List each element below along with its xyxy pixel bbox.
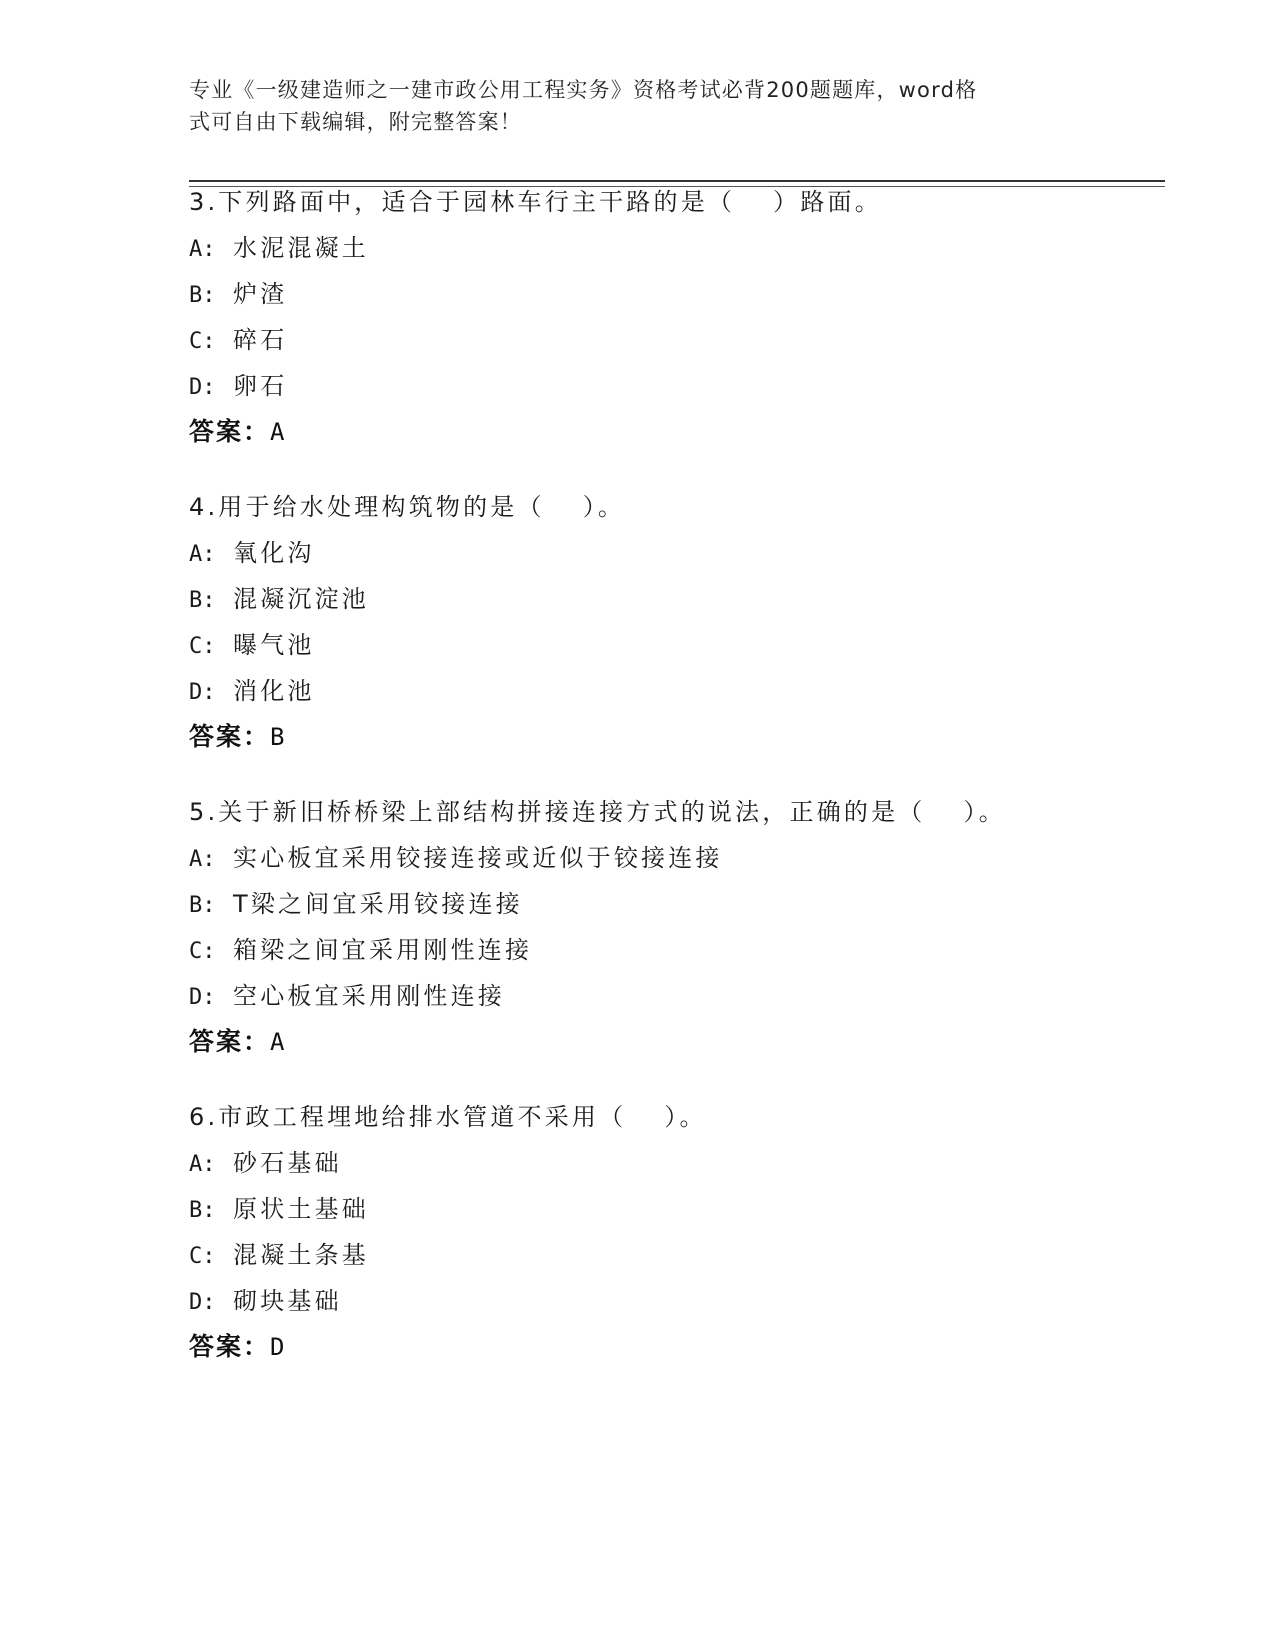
option-text: 曝气池 — [233, 631, 315, 659]
question-stem: 5.关于新旧桥桥梁上部结构拼接连接方式的说法，正确的是（ ）。 — [189, 798, 1006, 826]
option-key: B: — [189, 588, 216, 613]
option-text: 水泥混凝土 — [233, 234, 369, 262]
option-key: D: — [189, 1290, 216, 1315]
header-line-2: 式可自由下载编辑，附完整答案！ — [189, 110, 522, 134]
question-6 — [189, 1099, 1169, 1365]
option-text: 氧化沟 — [233, 539, 315, 567]
question-stem: 6.市政工程埋地给排水管道不采用（ ）。 — [189, 1103, 707, 1131]
option-d — [189, 368, 1169, 404]
answer-value: A — [270, 1028, 285, 1056]
answer-label: 答案： — [189, 1027, 271, 1056]
option-a — [189, 840, 1169, 876]
option-b — [189, 886, 1169, 922]
option-d — [189, 673, 1169, 709]
option-b — [189, 1191, 1169, 1227]
option-b — [189, 581, 1169, 617]
option-text: 砌块基础 — [233, 1287, 342, 1315]
option-key: C: — [189, 1244, 216, 1269]
option-text: 消化池 — [233, 677, 315, 705]
document-header — [189, 74, 1079, 138]
option-text: 卵石 — [233, 372, 288, 400]
option-key: B: — [189, 893, 216, 918]
option-a — [189, 1145, 1169, 1181]
option-a — [189, 230, 1169, 266]
option-text: 混凝土条基 — [233, 1241, 369, 1269]
option-key: D: — [189, 375, 216, 400]
answer-line — [189, 1024, 1169, 1060]
option-text: 空心板宜采用刚性连接 — [233, 982, 505, 1010]
question-stem: 3.下列路面中，适合于园林车行主干路的是（ ）路面。 — [189, 188, 882, 216]
header-divider-thick — [189, 180, 1165, 182]
answer-line — [189, 719, 1169, 755]
option-text: 实心板宜采用铰接连接或近似于铰接连接 — [233, 844, 723, 872]
answer-line — [189, 1329, 1169, 1365]
option-key: D: — [189, 985, 216, 1010]
answer-value: B — [270, 723, 285, 751]
option-text: 碎石 — [233, 326, 288, 354]
option-text: 砂石基础 — [233, 1149, 342, 1177]
option-c — [189, 932, 1169, 968]
answer-label: 答案： — [189, 1332, 271, 1361]
option-text: 箱梁之间宜采用刚性连接 — [233, 936, 533, 964]
question-5 — [189, 794, 1169, 1060]
option-c — [189, 322, 1169, 358]
question-3 — [189, 184, 1169, 450]
option-b — [189, 276, 1169, 312]
option-key: D: — [189, 680, 216, 705]
option-text: 原状土基础 — [233, 1195, 369, 1223]
option-d — [189, 978, 1169, 1014]
option-key: A: — [189, 542, 216, 567]
option-key: B: — [189, 1198, 216, 1223]
answer-value: D — [270, 1333, 285, 1361]
option-text: 炉渣 — [233, 280, 288, 308]
header-line-1: 专业《一级建造师之一建市政公用工程实务》资格考试必背200题题库，word格 — [189, 78, 978, 102]
answer-label: 答案： — [189, 417, 271, 446]
option-key: A: — [189, 237, 216, 262]
option-text: 混凝沉淀池 — [233, 585, 369, 613]
option-a — [189, 535, 1169, 571]
answer-label: 答案： — [189, 722, 271, 751]
option-d — [189, 1283, 1169, 1319]
option-key: B: — [189, 283, 216, 308]
option-c — [189, 627, 1169, 663]
answer-value: A — [270, 418, 285, 446]
option-c — [189, 1237, 1169, 1273]
option-key: A: — [189, 847, 216, 872]
option-key: C: — [189, 939, 216, 964]
option-key: A: — [189, 1152, 216, 1177]
question-4 — [189, 489, 1169, 755]
question-stem: 4.用于给水处理构筑物的是（ ）。 — [189, 493, 626, 521]
option-key: C: — [189, 329, 216, 354]
option-text: T梁之间宜采用铰接连接 — [233, 890, 523, 918]
option-key: C: — [189, 634, 216, 659]
answer-line — [189, 414, 1169, 450]
